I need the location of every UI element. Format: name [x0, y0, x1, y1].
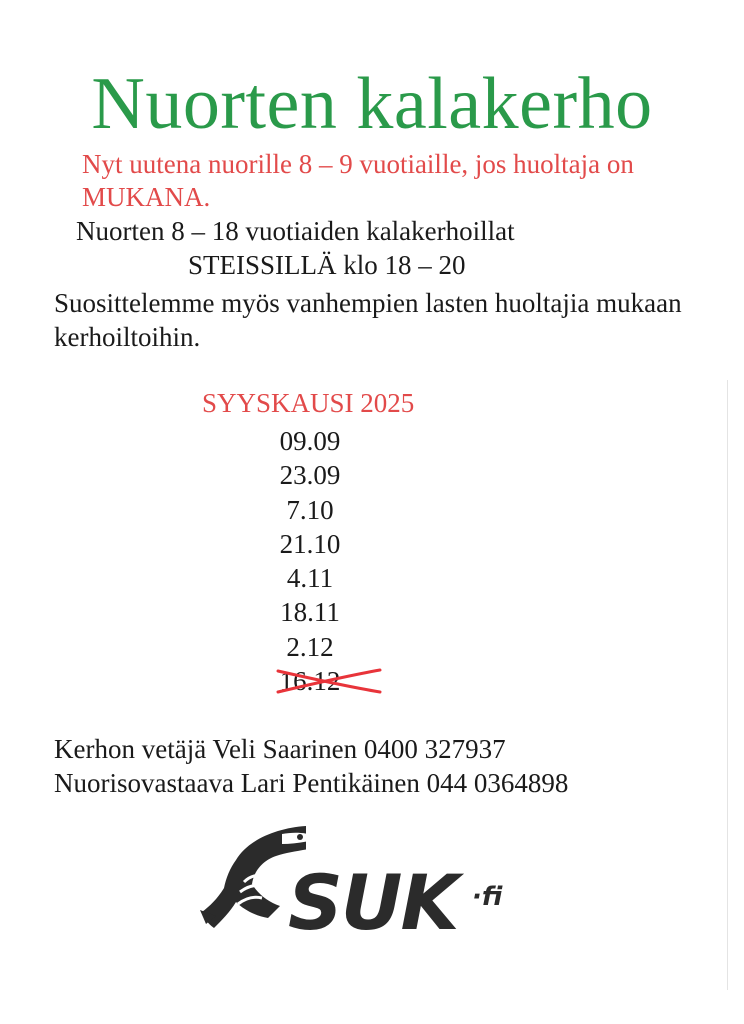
new-members-notice: Nyt uutena nuorille 8 – 9 vuotiaille, jos huoltaja on MUKANA. — [82, 149, 634, 212]
date-item: 21.10 — [279, 528, 341, 559]
date-item: 23.09 — [279, 460, 341, 491]
date-item: 7.10 — [286, 494, 334, 525]
date-list — [250, 424, 370, 698]
date-item: 09.09 — [279, 426, 341, 456]
cancelled-date-item — [250, 664, 370, 698]
schedule-line-place-time: STEISSILLÄ klo 18 – 20 — [188, 250, 466, 280]
schedule-line-age: Nuorten 8 – 18 vuotiaiden kalakerhoillat — [76, 216, 515, 246]
season-title: SYYSKAUSI 2025 — [202, 388, 415, 418]
cancel-cross-icon — [274, 666, 384, 696]
cancelled-date: 16.12 — [279, 666, 341, 697]
contact-leader: Kerhon vetäjä Veli Saarinen 0400 327937 — [54, 734, 506, 764]
cancelled-date-wrapper — [280, 664, 341, 698]
recommendation-text: Suosittelemme myös vanhempien lasten huoltajia mukaan kerhoiltoihin. — [54, 288, 682, 352]
contact-youth: Nuorisovastaava Lari Pentikäinen 044 0364898 — [54, 768, 569, 798]
date-item: 4.11 — [286, 563, 334, 594]
scan-edge-line — [727, 380, 728, 990]
logo-text: SUK — [288, 858, 458, 947]
page-title: Nuorten kalakerho — [91, 63, 653, 145]
logo-suffix: ·fi — [472, 882, 503, 912]
date-item: 2.12 — [286, 631, 334, 662]
suk-logo — [196, 820, 536, 955]
date-item: 18.11 — [280, 597, 340, 628]
